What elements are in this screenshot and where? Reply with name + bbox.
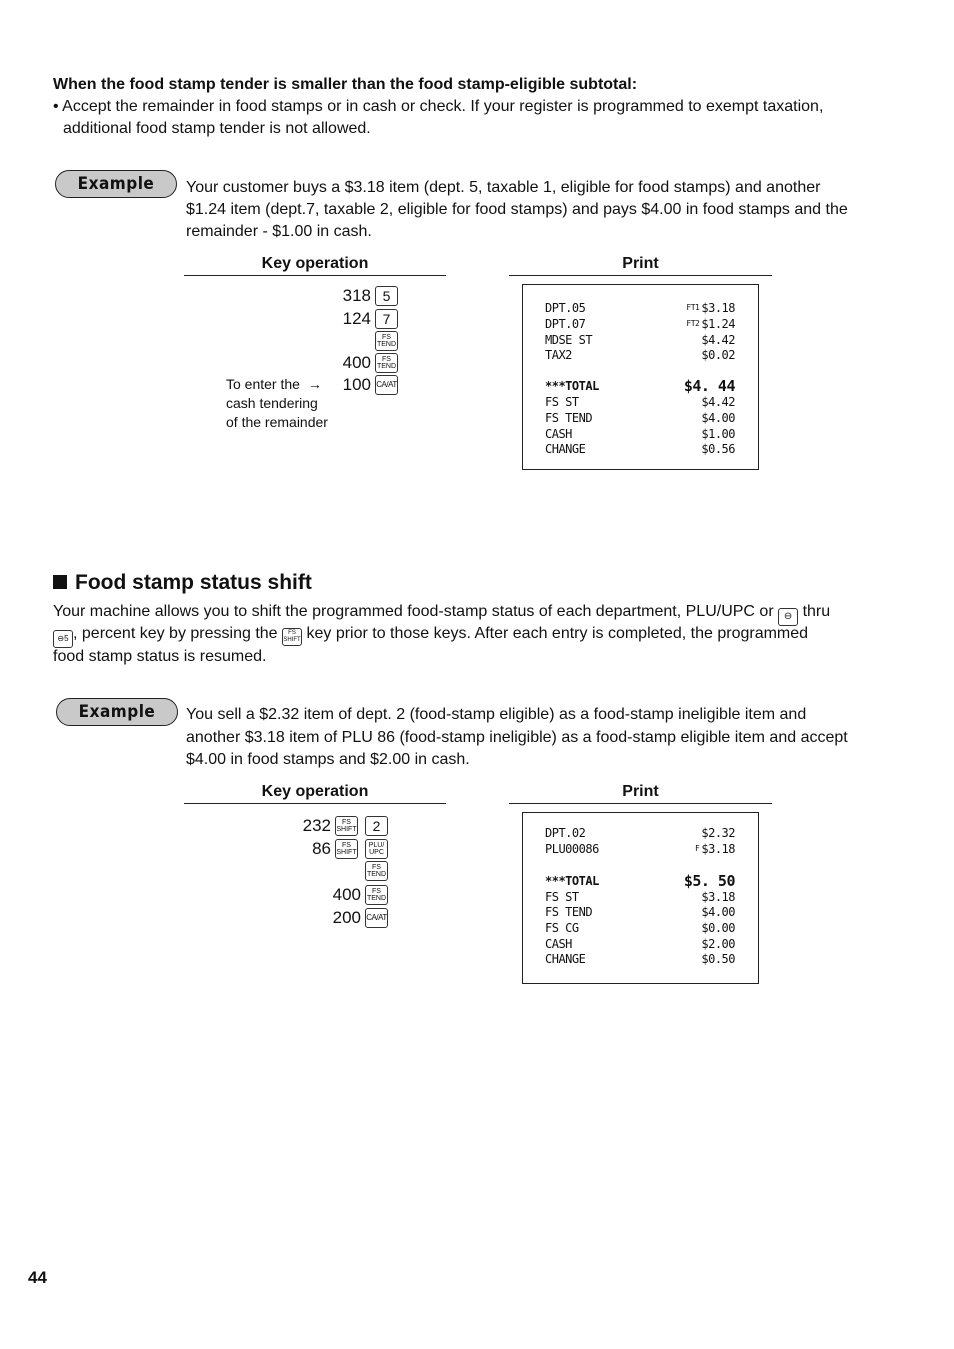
print-header: Print <box>509 255 772 276</box>
entry-amount: 86 <box>312 839 331 858</box>
amount-value: $4.00 <box>701 905 735 919</box>
receipt-amount <box>684 378 735 394</box>
fs-tend-key-icon: FS TEND <box>365 861 388 881</box>
receipt-amount <box>701 920 735 936</box>
receipt-line <box>545 951 735 967</box>
example-text-line1: Your customer buys a $3.18 item (dept. 5, taxable 1, eligible for food stamps) and another <box>186 179 821 196</box>
receipt-line <box>545 316 735 332</box>
receipt-label: FS ST <box>545 890 579 904</box>
receipt-amount <box>701 332 735 348</box>
note-line1: To enter the <box>226 376 300 392</box>
receipt-line <box>545 936 735 952</box>
amount-value: $1.00 <box>701 427 735 441</box>
fs-flag: FT1 <box>686 303 700 312</box>
key-sequence-row <box>361 860 388 882</box>
example-text-line3: remainder - $1.00 in cash. <box>186 223 372 240</box>
receipt-label: DPT.05 <box>545 301 586 315</box>
amount-value: $2.00 <box>701 937 735 951</box>
key-7-icon: 7 <box>375 309 398 329</box>
plu-upc-key-icon: PLU/ UPC <box>365 839 388 859</box>
receipt-line <box>545 347 735 363</box>
receipt-line <box>545 332 735 348</box>
receipt-line <box>545 410 735 426</box>
receipt-amount <box>701 394 735 410</box>
page-number: 44 <box>28 1268 47 1287</box>
receipt-label: DPT.07 <box>545 317 586 331</box>
receipt-label: CHANGE <box>545 442 586 456</box>
key-sequence-row <box>333 907 388 929</box>
receipt-label: FS TEND <box>545 411 593 425</box>
para-text: key prior to those keys. After each entry is completed, the programmed <box>306 625 809 642</box>
amount-value: $3.18 <box>701 842 735 856</box>
caat-key-icon: CA/AT <box>375 375 398 395</box>
key-sequence-row <box>303 815 388 837</box>
receipt-label: CASH <box>545 427 572 441</box>
section-title <box>53 571 312 595</box>
example-text-line3: $4.00 in food stamps and $2.00 in cash. <box>186 751 470 768</box>
para-text: thru <box>802 603 831 620</box>
arrow-icon: → <box>307 376 322 392</box>
minus5-key-icon: ⊖5 <box>53 630 73 648</box>
receipt-line <box>545 300 735 316</box>
entry-amount: 400 <box>332 885 361 904</box>
receipt-line <box>545 873 735 889</box>
key-operation-header: Key operation <box>184 783 446 804</box>
receipt-label: ***TOTAL <box>545 874 599 888</box>
receipt-amount <box>684 873 735 889</box>
receipt-line <box>545 825 735 841</box>
amount-value: $4.42 <box>701 333 735 347</box>
fs-tend-key-icon: FS TEND <box>365 885 388 905</box>
receipt-amount <box>701 951 735 967</box>
key-sequence-row <box>343 285 398 307</box>
receipt-line <box>545 841 735 857</box>
section-paragraph-line2 <box>53 623 808 648</box>
fs-shift-key-icon: FS SHIFT <box>282 628 302 646</box>
key-operation-header: Key operation <box>184 255 446 276</box>
receipt-amount <box>686 316 735 332</box>
entry-amount: 232 <box>302 816 331 835</box>
key-5-icon: 5 <box>375 286 398 306</box>
key-sequence-row <box>343 352 398 374</box>
receipt-amount <box>701 889 735 905</box>
amount-value: $3.18 <box>701 301 735 315</box>
key-sequence-row <box>343 374 398 396</box>
fs-flag: F <box>695 844 700 853</box>
receipt-amount <box>695 841 735 857</box>
key-sequence-row <box>333 884 388 906</box>
amount-value: $4.42 <box>701 395 735 409</box>
receipt-print <box>522 812 759 984</box>
receipt-label: CASH <box>545 937 572 951</box>
example-text-line1: You sell a $2.32 item of dept. 2 (food-stamp eligible) as a food-stamp ineligible item and <box>186 706 807 723</box>
key-sequence-row <box>343 308 398 330</box>
remainder-note <box>226 375 328 432</box>
key-sequence-row <box>312 838 388 860</box>
amount-value: $4. 44 <box>683 377 735 395</box>
amount-value: $0.50 <box>701 952 735 966</box>
receipt-amount <box>701 904 735 920</box>
fs-tend-key-icon: FS TEND <box>375 353 398 373</box>
para-text: Your machine allows you to shift the programmed food-stamp status of each department, PLU/UPC or <box>53 603 774 620</box>
receipt-line <box>545 889 735 905</box>
minus-key-icon: ⊖ <box>778 608 798 626</box>
amount-value: $4.00 <box>701 411 735 425</box>
receipt-label: TAX2 <box>545 348 572 362</box>
square-bullet-icon <box>53 575 67 589</box>
example-badge: Example <box>55 170 177 198</box>
receipt-print <box>522 284 759 470</box>
example-text-line2: $1.24 item (dept.7, taxable 2, eligible for food stamps) and pays $4.00 in food stamps and the <box>186 201 848 218</box>
receipt-line <box>545 426 735 442</box>
receipt-line <box>545 920 735 936</box>
para-text: , percent key by pressing the <box>73 625 278 642</box>
entry-amount: 124 <box>342 309 371 328</box>
section-paragraph-line3: food stamp status is resumed. <box>53 648 267 665</box>
section-heading: When the food stamp tender is smaller than the food stamp-eligible subtotal: <box>53 76 638 93</box>
section-title-text: Food stamp status shift <box>75 571 312 594</box>
receipt-label: ***TOTAL <box>545 379 599 393</box>
note-line3: of the remainder <box>226 414 328 430</box>
receipt-amount <box>701 426 735 442</box>
receipt-amount <box>701 936 735 952</box>
receipt-amount <box>686 300 735 316</box>
receipt-line <box>545 394 735 410</box>
bullet-text-line1: • Accept the remainder in food stamps or in cash or check. If your register is programmed to exempt taxation, <box>53 98 824 115</box>
receipt-label: FS CG <box>545 921 579 935</box>
bullet-text-line2: additional food stamp tender is not allowed. <box>63 120 371 137</box>
key-sequence-row <box>371 330 398 352</box>
amount-value: $5. 50 <box>683 872 735 890</box>
amount-value: $1.24 <box>701 317 735 331</box>
entry-amount: 100 <box>342 375 371 394</box>
receipt-amount <box>701 441 735 457</box>
fs-shift-key-icon: FS SHIFT <box>335 816 358 836</box>
receipt-label: FS TEND <box>545 905 593 919</box>
receipt-label: PLU00086 <box>545 842 599 856</box>
entry-amount: 318 <box>342 286 371 305</box>
key-2-icon: 2 <box>365 816 388 836</box>
fs-tend-key-icon: FS TEND <box>375 331 398 351</box>
fs-shift-key-icon: FS SHIFT <box>335 839 358 859</box>
example-text-line2: another $3.18 item of PLU 86 (food-stamp ineligible) as a food-stamp eligible item and accept <box>186 729 848 746</box>
amount-value: $3.18 <box>701 890 735 904</box>
receipt-amount <box>701 347 735 363</box>
example-badge: Example <box>56 698 178 726</box>
receipt-line <box>545 441 735 457</box>
receipt-label: FS ST <box>545 395 579 409</box>
entry-amount: 400 <box>342 353 371 372</box>
receipt-label: MDSE ST <box>545 333 593 347</box>
caat-key-icon: CA/AT <box>365 908 388 928</box>
receipt-line <box>545 904 735 920</box>
amount-value: $0.00 <box>701 921 735 935</box>
print-header: Print <box>509 783 772 804</box>
receipt-label: DPT.02 <box>545 826 586 840</box>
entry-amount: 200 <box>332 908 361 927</box>
receipt-label: CHANGE <box>545 952 586 966</box>
fs-flag: FT2 <box>686 319 700 328</box>
amount-value: $0.56 <box>701 442 735 456</box>
receipt-amount <box>701 825 735 841</box>
receipt-line <box>545 378 735 394</box>
receipt-amount <box>701 410 735 426</box>
note-line2: cash tendering <box>226 395 318 411</box>
amount-value: $0.02 <box>701 348 735 362</box>
amount-value: $2.32 <box>701 826 735 840</box>
